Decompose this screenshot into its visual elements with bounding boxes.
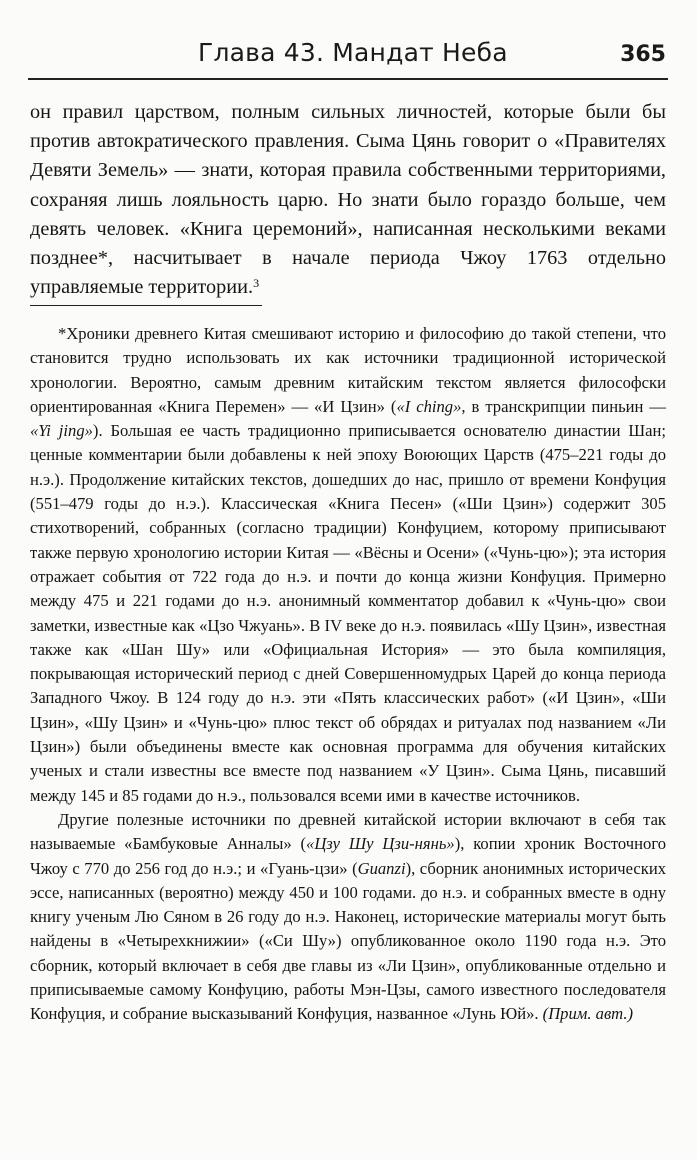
page-number: 365 bbox=[620, 42, 666, 67]
footnote-text: Хроники древнего Китая смешивают историю и философию до такой степени, что становится трудно использовать их как источники традиционной исторической хронологии. Вероятно, самым древним китайским текстом является философски ориентированная «Книга Перемен» — «И Цзин» ( bbox=[30, 324, 666, 416]
footnote-separator bbox=[30, 305, 262, 306]
main-paragraph bbox=[30, 98, 666, 302]
footnote-italic: Guanzi bbox=[357, 858, 406, 878]
main-paragraph-text: он правил царством, полным сильных личностей, которые были бы против автократического правления. Сыма Цянь говорит о «Правителях Девяти Земель» — знати, которая правила собственными территориями, сохраняя лишь лояльность царю. Но знати было гораздо больше, чем девять человек. «Книга церемоний», написанная несколькими веками позднее*, насчитывает в начале периода Чжоу 1763 отдельно управляемые территории. bbox=[30, 101, 666, 299]
footnote-italic: «Yi jing» bbox=[30, 421, 93, 441]
footnote-paragraph-1 bbox=[30, 322, 666, 808]
footnote-text: ). Большая ее часть традиционно приписывается основателю династии Шан; ценные комментарии были добавлены к ней эпоху Воюющих Царств (475–221 годы до н.э.). Продолжение китайских текстов, дошедших до нас, пришло от времени Конфуция (551–479 годы до н.э.). Классическая «Книга Песен» («Ши Цзин») содержит 305 стихотворений, собранных (согласно традиции) Конфуцием, которому приписывают также первую хронологию истории Китая — «Вёсны и Осени» («Чунь-цю»); эта история отражает события от 722 года до н.э. и почти до конца жизни Конфуция. Примерно между 475 и 221 годами до н.э. анонимный комментатор добавил к «Чунь-цю» свои заметки, известные как «Цзо Чжуань». В IV веке до н.э. появилась «Шу Цзин», известная также как «Шан Шу» или «Официальная История» — это была компиляция, покрывающая исторический период с дней Совершенномудрых Царей до конца периода Западного Чжоу. В 124 году до н.э. эти «Пять классических работ» («И Цзин», «Ши Цзин», «Шу Цзин» и «Чунь-цю» плюс текст об обрядах и ритуалах под названием «Ли Цзин») были объединены вместе как основная программа для обучения китайских ученых и стали известны все вместе под названием «У Цзин». Сыма Цянь, писавший между 145 и 85 годами до н.э., пользовался всеми ими в качестве источников. bbox=[30, 421, 666, 805]
footnote bbox=[30, 322, 666, 1027]
chapter-title: Глава 43. Мандат Неба bbox=[198, 38, 508, 67]
footnote-paragraph-2 bbox=[30, 808, 666, 1027]
footnote-italic: «Цзу Шу Цзи-нянь» bbox=[306, 834, 455, 854]
author-note-label: (Прим. авт.) bbox=[542, 1004, 634, 1024]
footnote-text: Другие полезные источники по древней китайской истории включают в себя так называемые «Бамбуковые Анналы» ( bbox=[30, 809, 666, 854]
footnote-mark: * bbox=[58, 324, 67, 343]
footnote-text: , в транскрипции пиньин — bbox=[461, 396, 667, 416]
main-text bbox=[30, 98, 666, 302]
endnote-reference: 3 bbox=[253, 276, 260, 291]
footnote-text: ), копии хроник Восточного Чжоу с 770 до 256 год до н.э.; и «Гуань-цзи» ( bbox=[30, 834, 667, 878]
footnote-italic: «I ching» bbox=[396, 396, 462, 416]
running-header bbox=[28, 38, 668, 80]
footnote-text: ), сборник анонимных исторических эссе, написанных (вероятно) между 450 и 100 годами. до н.э. и собранных вместе в одну книгу ученым Лю Сяном в 26 году до н.э. Наконец, исторические материалы могут быть найдены в «Четырехкнижии» («Си Шу») опубликованное около 1190 года н.э. Это сборник, который включает в себя две главы из «Ли Цзин», опубликованные отдельно и приписываемые самому Конфуцию, работы Мэн-Цзы, самого известного последователя Конфуция, и собрание высказываний Конфуция, названное «Лунь Юй». bbox=[30, 858, 666, 1024]
